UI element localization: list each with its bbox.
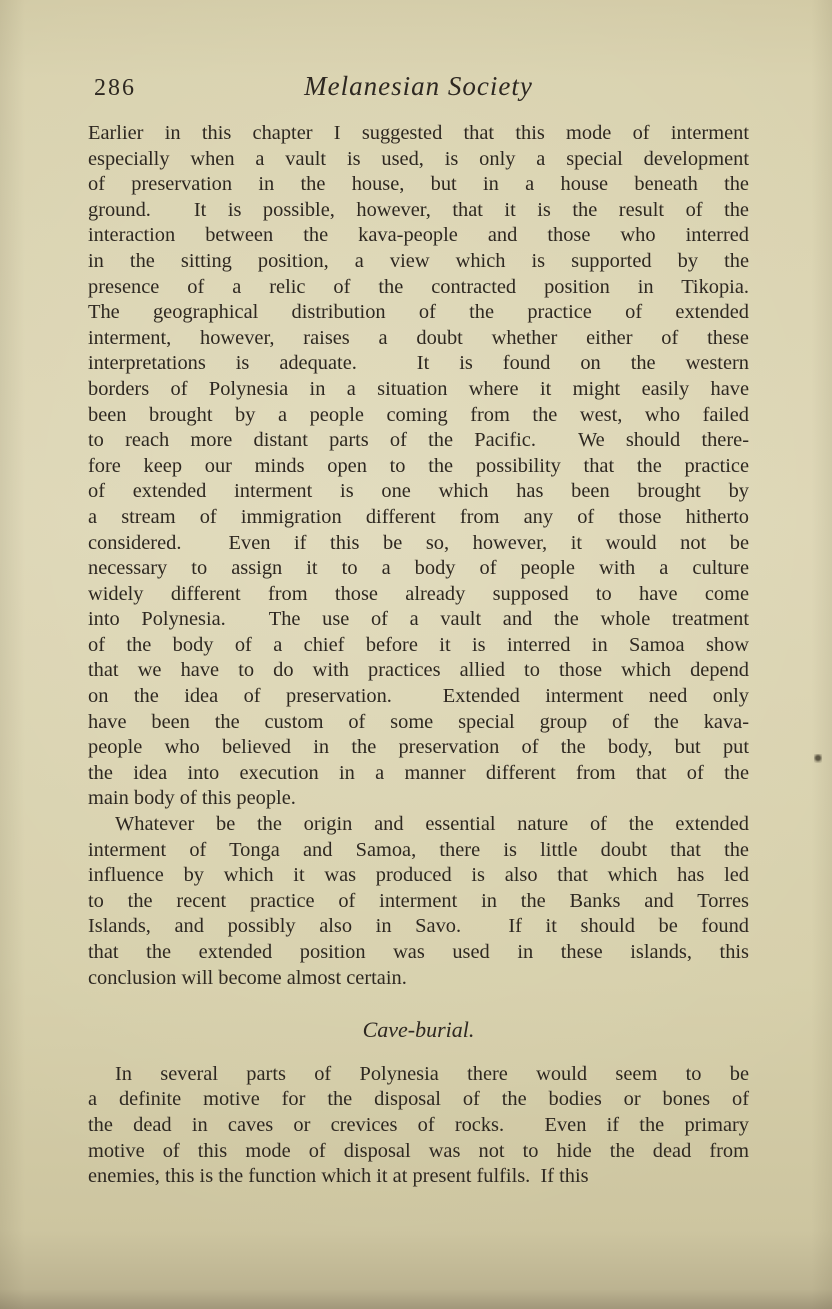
text-line: interpretations is adequate. It is found on the western [88, 352, 749, 375]
text-line: of extended interment is one which has been brought by [88, 480, 749, 503]
text-line: borders of Polynesia in a situation where it might easily have [88, 377, 749, 400]
text-line: motive of this mode of disposal was not to hide the dead from [88, 1139, 749, 1162]
section-heading: Cave-burial. [362, 1017, 475, 1043]
text-line: considered. Even if this be so, however, it would not be [88, 531, 749, 554]
text-line: necessary to assign it to a body of people with a culture [88, 557, 749, 580]
text-line: on the idea of preservation. Extended interment need only [88, 685, 749, 708]
text-line: have been the custom of some special group of the kava- [88, 710, 749, 733]
text-line: Whatever be the origin and essential nature of the extended [115, 813, 749, 836]
page-number: 286 [94, 75, 136, 101]
text-line: into Polynesia. The use of a vault and the whole treatment [88, 608, 749, 631]
text-line: conclusion will become almost certain. [88, 966, 407, 989]
text-line: fore keep our minds open to the possibility that the practice [88, 454, 749, 477]
text-line: Earlier in this chapter I suggested that this mode of interment [88, 122, 749, 144]
text-line: ground. It is possible, however, that it is the result of the [88, 198, 749, 221]
text-line: to reach more distant parts of the Pacific. We should there- [88, 429, 749, 452]
text-line: Islands, and possibly also in Savo. If it should be found [88, 915, 749, 938]
paragraph [88, 812, 749, 991]
text-line: enemies, this is the function which it at present fulfils. If this [88, 1165, 589, 1188]
text-line: a definite motive for the disposal of the bodies or bones of [88, 1088, 749, 1111]
text-line: in the sitting position, a view which is supported by the [88, 249, 749, 272]
text-block [88, 121, 749, 1190]
text-line: influence by which it was produced is also that which has led [88, 864, 749, 887]
text-line: interment of Tonga and Samoa, there is little doubt that the [88, 838, 749, 861]
text-line: to the recent practice of interment in the Banks and Torres [88, 889, 749, 912]
text-line: that the extended position was used in these islands, this [88, 941, 749, 963]
page-blemish [814, 754, 822, 763]
text-line: people who believed in the preservation of the body, but put [88, 736, 749, 759]
text-line: The geographical distribution of the practice of extended [88, 301, 749, 324]
text-line: of the body of a chief before it is interred in Samoa show [88, 633, 749, 656]
paragraph [88, 121, 749, 812]
text-line: that we have to do with practices allied to those which depend [88, 659, 749, 682]
paragraph [88, 1062, 749, 1190]
text-line: the dead in caves or crevices of rocks. Even if the primary [88, 1113, 749, 1136]
text-line: presence of a relic of the contracted position in Tikopia. [88, 275, 749, 298]
text-line: interaction between the kava-people and those who interred [88, 224, 749, 247]
text-line: In several parts of Polynesia there would seem to be [115, 1062, 749, 1085]
text-line: been brought by a people coming from the west, who failed [88, 403, 749, 426]
running-header-title: Melanesian Society [304, 71, 533, 101]
text-line: of preservation in the house, but in a house beneath the [88, 173, 749, 196]
text-line: interment, however, raises a doubt whether either of these [88, 326, 749, 349]
text-line: a stream of immigration different from any of those hitherto [88, 505, 749, 528]
text-line: especially when a vault is used, is only a special development [88, 147, 749, 170]
text-line: main body of this people. [88, 787, 296, 810]
text-line: the idea into execution in a manner different from that of the [88, 761, 749, 784]
text-line: widely different from those already supposed to have come [88, 582, 749, 605]
